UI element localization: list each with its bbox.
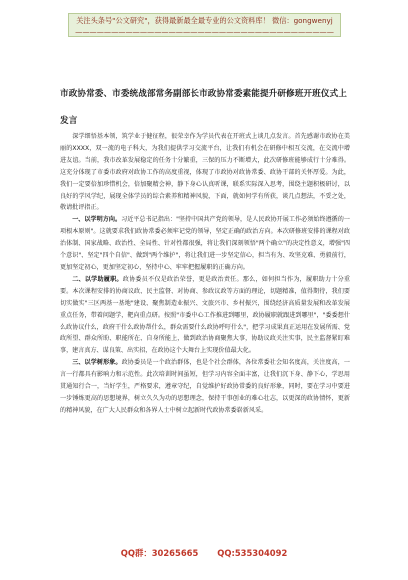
paragraph-intro xyxy=(60,131,350,214)
document-title: 市政协常委、市委统战部常务副部长市政协常委素能提升研修班开班仪式上发言 xyxy=(60,89,347,126)
promo-banner xyxy=(68,13,341,37)
qq-text: QQ:535304092 xyxy=(217,548,288,558)
paragraph-heading: 二、以学助履职。 xyxy=(72,275,123,283)
document-body xyxy=(60,131,350,417)
qq-group-text: QQ群：30265665 xyxy=(120,548,199,558)
paragraph-section-1 xyxy=(60,214,350,274)
paragraph-heading: 一、以学明方向。 xyxy=(72,216,122,224)
promo-banner-rule: ———————————————————————————————————— xyxy=(75,27,334,36)
paragraph-text: 政协委员是一个政治群体，也是个社会群体，各位常委社会知名度高，关注度高，一言一行都具有影响力和示范性。此次培训时间虽短，但学习内容全面丰富，让我们沉下身、静下心，学思用贯通知行合一，当好学生，严格要求，遵章守纪，自觉维护好政协常委的良好形象，同时，要在学习中要进一步锤炼更高的思想境界，树立久久为功的思想理念，保持干事创业的难心壮志，以更深的政协情怀，更新的精神风貌，在广大人民群众和各界人士中树立起新时代政协常委崭新风采。 xyxy=(60,359,351,414)
paragraph-section-2 xyxy=(60,274,350,357)
paragraph-text: 习近平总书记指出："坚持中国共产党的领导，是人民政协开展工作必须始终遵循的一项根本原则"。这就要求我们政协常委必须牢记党的领导，坚定正确的政治方向。本次研修班安排的课程对政治体制、国家战略、政治性、全局性、针对性都很强，将让我们深刻领悟"两个确立"的决定性意义，增强"四个意识"、坚定"四个自信"、做到"两个维护"，将让我们进一步坚定信心，担当有为、攻坚克难、勇毅前行，更加坚定初心，更加坚定初心，坚持中心、牢牢把握履职的正确方向。 xyxy=(60,216,350,271)
paragraph-section-3 xyxy=(60,357,350,417)
paragraph-text: 深学细悟基本领，筑学业于健征程，很荣幸作为学员代表在开班式上谈几点发言。首先感谢市政协在美丽的XXXX，双一流的电子科大，为我们提供学习交流平台，让我们有机会在研修中相互交流，在交流中增进友谊。当前，我市改革发展稳定的任务十分繁重，三保的压力不断增大，此次研修班能够成行十分难得。这充分体现了市委市政府对政协工作的高度重视，体现了市政协对政协常委、政协干部的关怀厚爱。为此，我们一定要倍加珍惜机会，倍加聚精会神，静下身心认真听课，联系实际深入思考，围绕主题积极研讨，以良好的学风学纪，展现全体学员的综合素养和精神风貌，下面，就如何学有所获，谈几点想法，不妥之处，敬请批评指正。 xyxy=(60,133,350,212)
paragraph-heading: 三、以学树形象。 xyxy=(72,359,122,367)
paragraph-text: 政协委员不仅是政治荣誉，更是政治责任。那么，如何担当作为，履职助力十分重要。本次课程安排的协商议政、民主监督、对协商、参政议政等方面的理论，切题精准，值得期待，我们要切实做实"三区两基一基地"建设、聚焦制造业振兴、文旅兴市、乡村振兴，围绕经济高质量发展和改革发展重点任务，带着问题学，靶向重点研。按照"市委中心工作推进到哪里，政协履职就跟进到哪里"，"委委想什么政协议什么，政府干什么政协帮什么，群众需要什么政协呼吁什么"，把学习成果真正运用在发展所需、党政所望、群众所盼、职能所在、自身所能上，做到政治协商聚焦大事，协助议政关注实事，民主监督紧盯难事，建言真方、谋良策、出实招，在政协这个大舞台上实现价值最大化。 xyxy=(60,275,351,355)
promo-banner-text: 关注头条号"公文研究"，获得最新最全最专业的公文资料库！ 微信：gongwenyj xyxy=(76,16,333,25)
contact-footer xyxy=(0,547,408,559)
